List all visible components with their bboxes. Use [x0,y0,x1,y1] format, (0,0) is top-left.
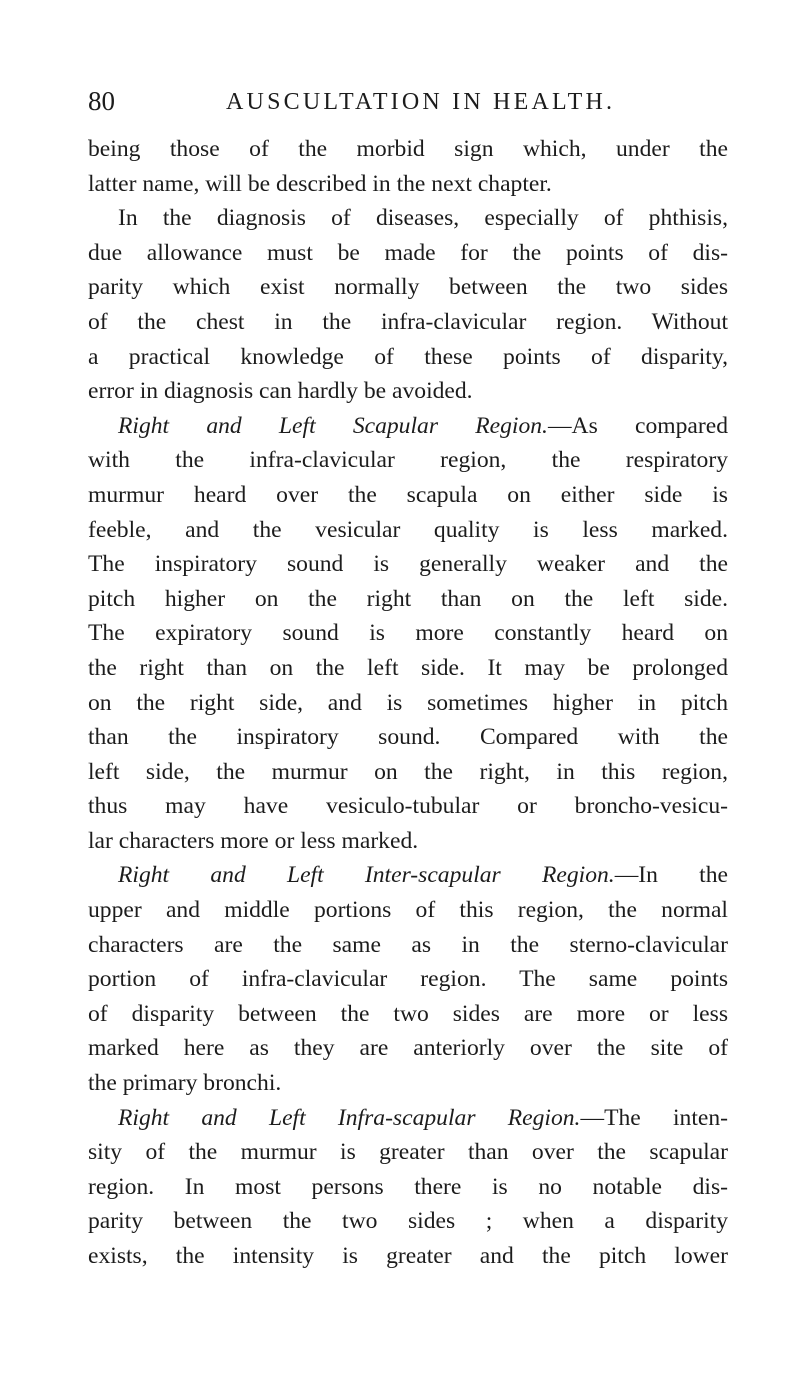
page-header [88,84,728,120]
section-heading: Right and Left Infra-scapular Region. [118,1104,581,1131]
text-line: due allowance must be made for the points of dis- [88,239,728,266]
text-line: The expiratory sound is more constantly heard on [88,620,728,647]
text-line: thus may have vesiculo-tubular or broncho-vesicu- [88,793,728,820]
text-line: portion of infra-clavicular region. The same points [88,966,728,993]
text-line: of the chest in the infra-clavicular region. Without [88,308,728,335]
text-line: than the inspiratory sound. Compared with the [88,724,728,751]
text-line: error in diagnosis can hardly be avoided. [88,378,473,405]
text-line: marked here as they are anteriorly over the site of [88,1035,728,1062]
text-line: lar characters more or less marked. [88,827,419,854]
text-line: on the right side, and is sometimes higher in pitch [88,689,728,716]
text-line: pitch higher on the right than on the left side. [88,585,728,612]
text-line: being those of the morbid sign which, under the [88,136,728,162]
text-line: exists, the intensity is greater and the pitch lower [88,1243,728,1269]
text-line: In the diagnosis of diseases, especially of phthisis, [118,205,728,232]
text-line: a practical knowledge of these points of disparity, [88,343,728,370]
text-line [88,1101,728,1136]
text-line: The inspiratory sound is generally weaker and the [88,551,728,578]
running-title: AUSCULTATION IN HEALTH. [226,89,616,115]
section-heading: Right and Left Scapular Region. [118,412,548,439]
text-line: of disparity between the two sides are more or less [88,1000,728,1027]
page-number: 80 [88,86,115,116]
text-line: with the infra-clavicular region, the respiratory [88,447,728,474]
text-line: left side, the murmur on the right, in this region, [88,758,728,785]
text-line [88,409,728,444]
text-run: —The inten- [580,1104,728,1131]
text-line: parity which exist normally between the two sides [88,274,728,301]
text-line [88,858,728,893]
text-line: feeble, and the vesicular quality is less marked. [88,516,728,543]
text-line: the right than on the left side. It may be prolonged [88,654,728,681]
text-line: characters are the same as in the sterno-clavicular [88,931,728,958]
text-run: —In the [614,862,728,889]
text-line: upper and middle portions of this region, the normal [88,897,728,924]
text-line: region. In most persons there is no notable dis- [88,1173,728,1200]
text-line: sity of the murmur is greater than over the scapular [88,1139,728,1166]
text-run: —As compared [547,412,728,439]
text-line: the primary bronchi. [88,1070,282,1097]
body-text [88,132,728,1274]
text-line: latter name, will be described in the next chapter. [88,170,552,197]
section-heading: Right and Left Inter-scapular Region. [118,862,615,889]
text-line: murmur heard over the scapula on either side is [88,481,728,508]
text-line: parity between the two sides ; when a disparity [88,1208,728,1235]
